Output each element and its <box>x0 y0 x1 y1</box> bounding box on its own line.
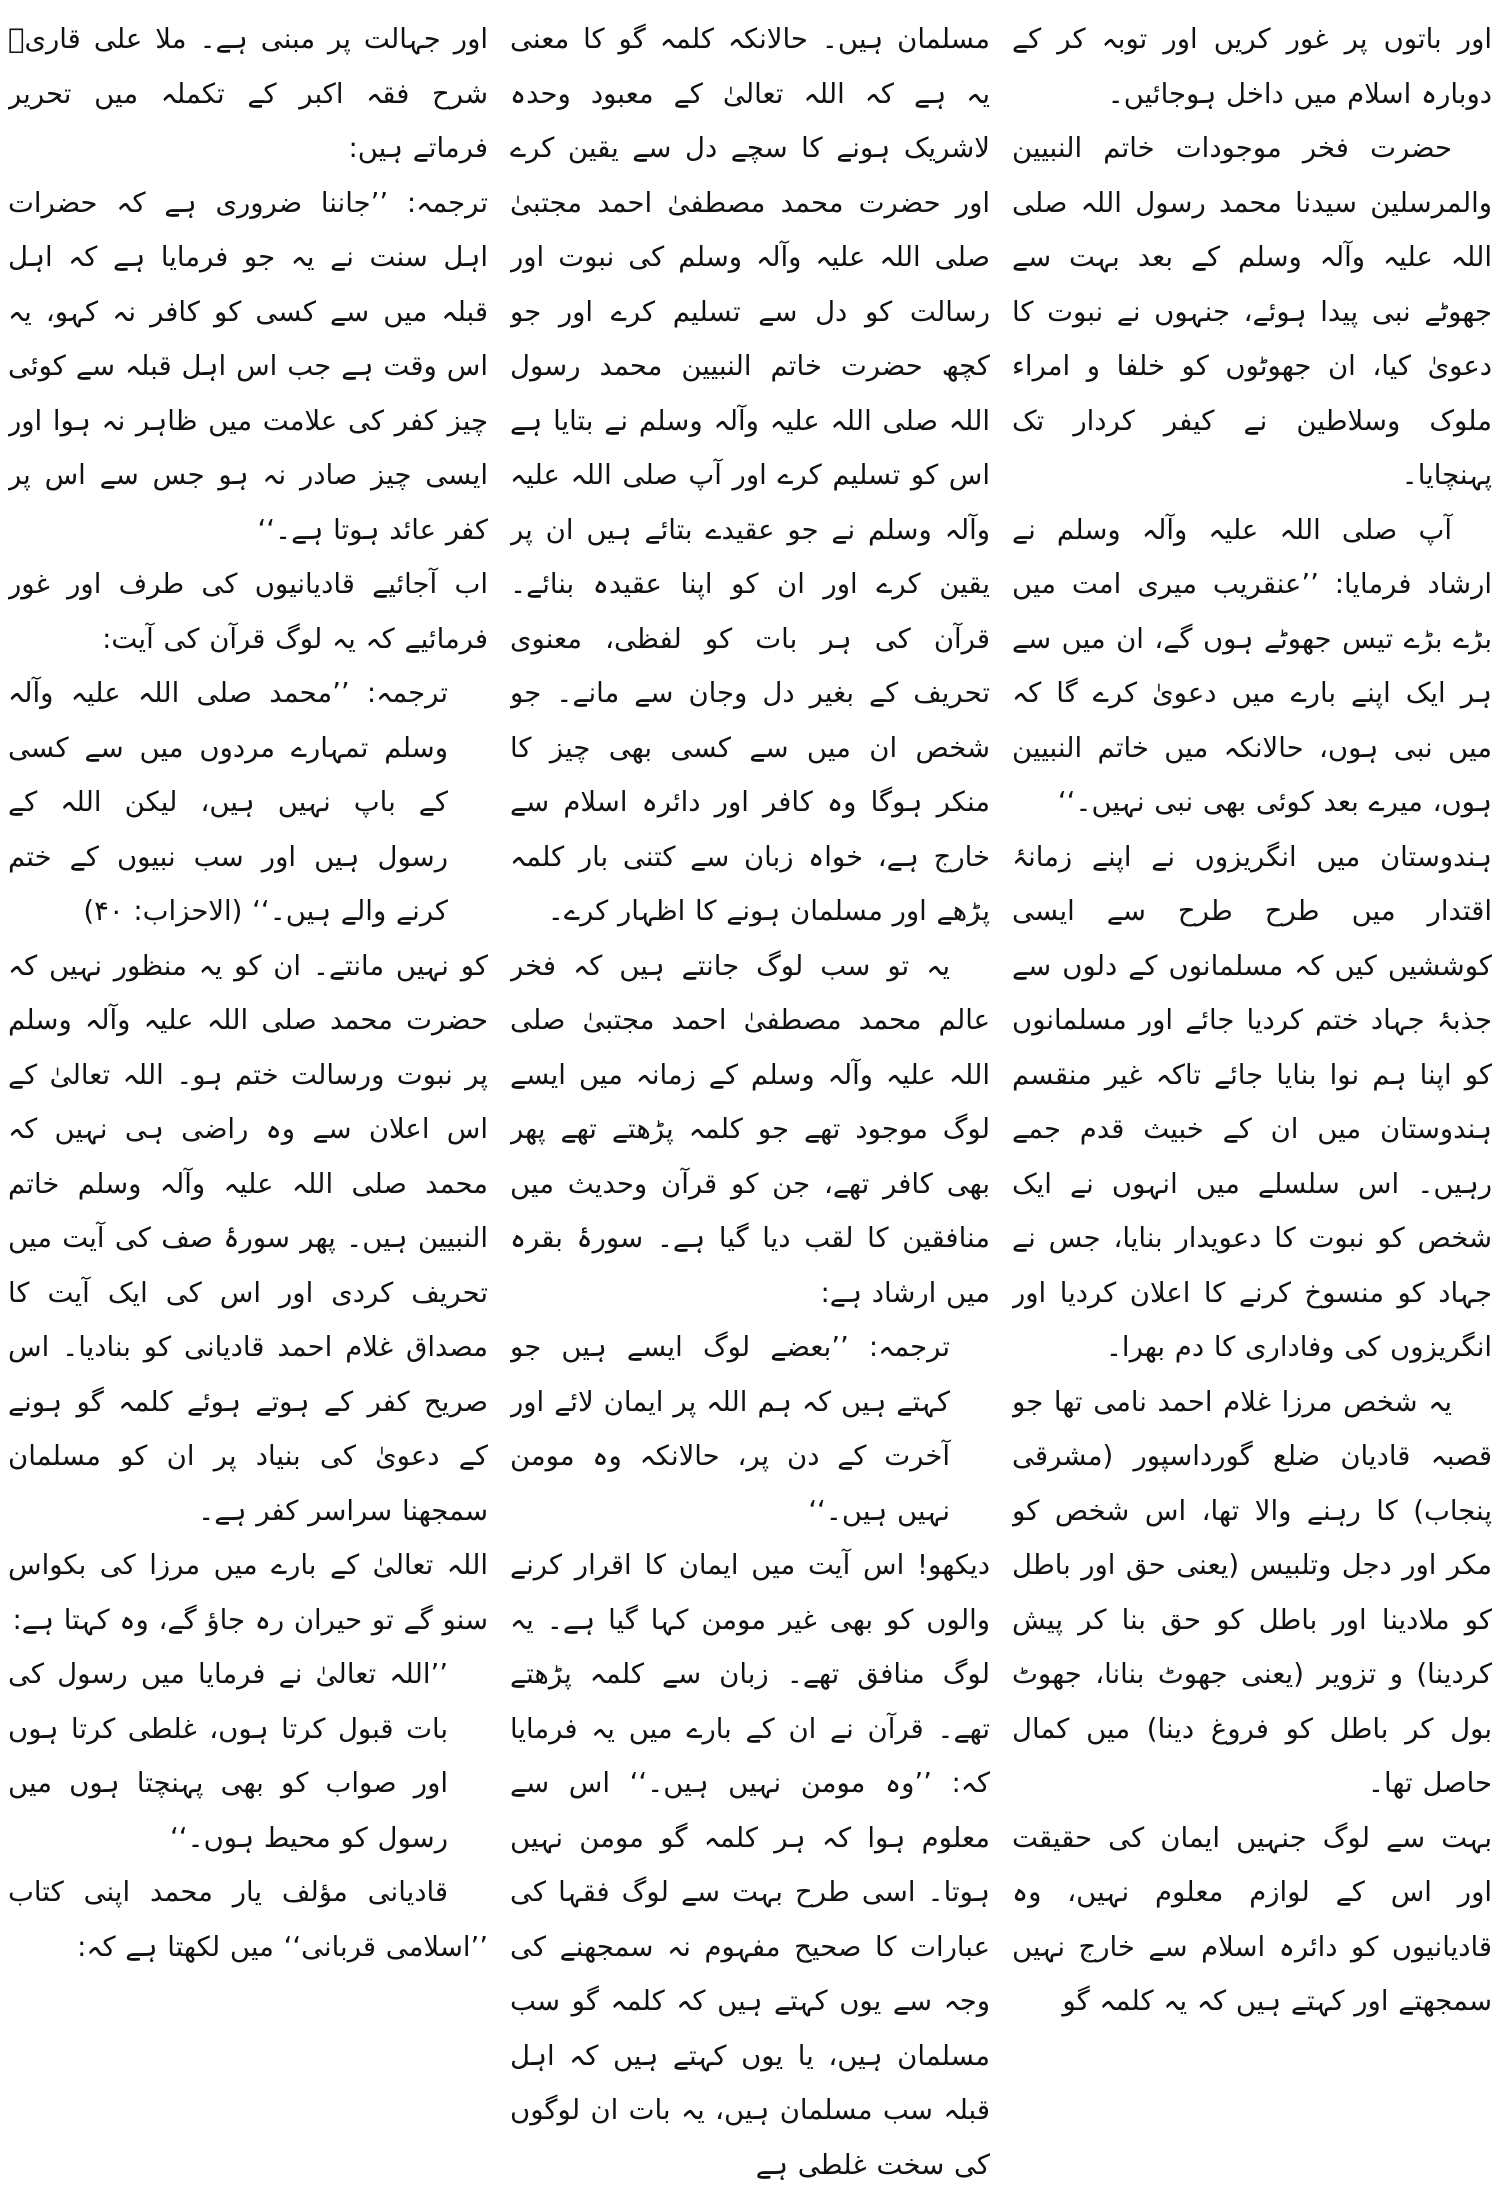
paragraph: اللہ تعالیٰ کے بارے میں مرزا کی بکواس سنو گے تو حیران رہ جاؤ گے، وہ کہتا ہے: <box>8 1549 488 1636</box>
paragraph: آپ صلی اللہ علیہ وآلہ وسلم نے ارشاد فرمایا: ’’عنقریب میری امت میں بڑے بڑے تیس جھوٹے ہوں گے، ان میں سے ہر ایک اپنے بارے میں دعویٰ کرے گا کہ میں نبی ہوں، حالانکہ میں خاتم النبیین ہوں، میرے بعد کوئی بھی نبی نہیں۔‘‘ <box>1012 513 1492 818</box>
paragraph: دیکھو! اس آیت میں ایمان کا اقرار کرنے والوں کو بھی غیر مومن کہا گیا ہے۔ یہ لوگ منافق تھے۔ زبان سے کلمہ پڑھتے تھے۔ قرآن نے ان کے بارے میں یہ فرمایا کہ: ’’وہ مومن نہیں ہیں۔‘‘ اس سے معلوم ہوا کہ ہر کلمہ گو مومن نہیں ہوتا۔ اسی طرح بہت سے لوگ فقہا کی عبارات کا صحیح مفہوم نہ سمجھنے کی وجہ سے یوں کہتے ہیں کہ کلمہ گو سب مسلمان ہیں، یا یوں کہتے ہیں کہ اہل قبلہ سب مسلمان ہیں، یہ بات ان لوگوں کی سخت غلطی ہے <box>510 1549 990 2181</box>
paragraph: حضرت فخر موجودات خاتم النبیین والمرسلین سیدنا محمد رسول اللہ صلی اللہ علیہ وآلہ وسلم کے بعد بہت سے جھوٹے نبی پیدا ہوئے، جنہوں نے نبوت کا دعویٰ کیا، ان جھوٹوں کو خلفا و امراء ملوک وسلاطین نے کیفر کردار تک پہنچایا۔ <box>1012 132 1492 491</box>
quote-paragraph: ’’اللہ تعالیٰ نے فرمایا میں رسول کی بات قبول کرتا ہوں، غلطی کرتا ہوں اور صواب کو بھی پہنچتا ہوں میں رسول کو محیط ہوں۔‘‘ <box>8 1658 448 1854</box>
text-column-middle <box>510 12 990 2200</box>
quote-paragraph: ترجمہ: ’’محمد صلی اللہ علیہ وآلہ وسلم تمہارے مردوں میں سے کسی کے باپ نہیں ہیں، لیکن اللہ کے رسول ہیں اور سب نبیوں کے ختم کرنے والے ہیں۔‘‘ (الاحزاب: ۴۰) <box>8 677 448 927</box>
quote-paragraph: ترجمہ: ’’جاننا ضروری ہے کہ حضرات اہل سنت نے یہ جو فرمایا ہے کہ اہل قبلہ میں سے کسی کو کافر نہ کہو، یہ اس وقت ہے جب اس اہل قبلہ سے کوئی چیز کفر کی علامت میں ظاہر نہ ہوا اور ایسی چیز صادر نہ ہو جس سے اس پر کفر عائد ہوتا ہے۔‘‘ <box>8 186 488 546</box>
text-column-right <box>1012 12 1492 2200</box>
paragraph: اور باتوں پر غور کریں اور توبہ کر کے دوبارہ اسلام میں داخل ہوجائیں۔ <box>1012 23 1492 110</box>
quote-paragraph: ترجمہ: ’’بعضے لوگ ایسے ہیں جو کہتے ہیں کہ ہم اللہ پر ایمان لائے اور آخرت کے دن پر، حالانکہ وہ مومن نہیں ہیں۔‘‘ <box>510 1331 950 1527</box>
paragraph: اب آجائیے قادیانیوں کی طرف اور غور فرمائیے کہ یہ لوگ قرآن کی آیت: <box>8 568 488 655</box>
paragraph: یہ شخص مرزا غلام احمد نامی تھا جو قصبہ قادیان ضلع گورداسپور (مشرقی پنجاب) کا رہنے والا تھا، اس شخص کو مکر اور دجل وتلبیس (یعنی حق اور باطل کو ملادینا اور باطل کو حق بنا کر پیش کردینا) و تزویر (یعنی جھوٹ بنانا، جھوٹ بول کر باطل کو فروغ دینا) میں کمال حاصل تھا۔ <box>1012 1385 1492 1799</box>
paragraph: اور جہالت پر مبنی ہے۔ ملا علی قاریؒ شرح فقہ اکبر کے تکملہ میں تحریر فرماتے ہیں: <box>8 23 488 164</box>
text-column-left <box>8 12 488 2200</box>
paragraph: مسلمان ہیں۔ حالانکہ کلمہ گو کا معنی یہ ہے کہ اللہ تعالیٰ کے معبود وحدہ لاشریک ہونے کا سچے دل سے یقین کرے اور حضرت محمد مصطفیٰ احمد مجتبیٰ صلی اللہ علیہ وآلہ وسلم کی نبوت اور رسالت کو دل سے تسلیم کرے اور جو کچھ حضرت خاتم النبیین محمد رسول اللہ صلی اللہ علیہ وآلہ وسلم نے بتایا ہے اس کو تسلیم کرے اور آپ صلی اللہ علیہ وآلہ وسلم نے جو عقیدے بتائے ہیں ان پر یقین کرے اور ان کو اپنا عقیدہ بنائے۔ قرآن کی ہر بات کو لفظی، معنوی تحریف کے بغیر دل وجان سے مانے۔ جو شخص ان میں سے کسی بھی چیز کا منکر ہوگا وہ کافر اور دائرہ اسلام سے خارج ہے، خواہ زبان سے کتنی بار کلمہ پڑھے اور مسلمان ہونے کا اظہار کرے۔ <box>510 23 990 927</box>
paragraph: کو نہیں مانتے۔ ان کو یہ منظور نہیں کہ حضرت محمد صلی اللہ علیہ وآلہ وسلم پر نبوت ورسالت ختم ہو۔ اللہ تعالیٰ کے اس اعلان سے وہ راضی ہی نہیں کہ محمد صلی اللہ علیہ وآلہ وسلم خاتم النبیین ہیں۔ پھر سورۂ صف کی آیت میں تحریف کردی اور اس کی ایک آیت کا مصداق غلام احمد قادیانی کو بنادیا۔ اس صریح کفر کے ہوتے ہوئے کلمہ گو ہونے کے دعویٰ کی بنیاد پر ان کو مسلمان سمجھنا سراسر کفر ہے۔ <box>8 949 488 1527</box>
paragraph: ہندوستان میں انگریزوں نے اپنے زمانۂ اقتدار میں طرح طرح سے ایسی کوششیں کیں کہ مسلمانوں کے دلوں سے جذبۂ جہاد ختم کردیا جائے اور مسلمانوں کو اپنا ہم نوا بنایا جائے تاکہ غیر منقسم ہندوستان میں ان کے خبیث قدم جمے رہیں۔ اس سلسلے میں انہوں نے ایک شخص کو نبوت کا دعویدار بنایا، جس نے جہاد کو منسوخ کرنے کا اعلان کردیا اور انگریزوں کی وفاداری کا دم بھرا۔ <box>1012 840 1492 1363</box>
paragraph: قادیانی مؤلف یار محمد اپنی کتاب ’’اسلامی قربانی‘‘ میں لکھتا ہے کہ: <box>8 1876 488 1963</box>
paragraph: یہ تو سب لوگ جانتے ہیں کہ فخر عالم محمد مصطفیٰ احمد مجتبیٰ صلی اللہ علیہ وآلہ وسلم کے زمانہ میں ایسے لوگ موجود تھے جو کلمہ پڑھتے تھے پھر بھی کافر تھے، جن کو قرآن وحدیث میں منافقین کا لقب دیا گیا ہے۔ سورۂ بقرہ میں ارشاد ہے: <box>510 949 990 1309</box>
paragraph: بہت سے لوگ جنہیں ایمان کی حقیقت اور اس کے لوازم معلوم نہیں، وہ قادیانیوں کو دائرہ اسلام سے خارج نہیں سمجھتے اور کہتے ہیں کہ یہ کلمہ گو <box>1012 1821 1492 2017</box>
